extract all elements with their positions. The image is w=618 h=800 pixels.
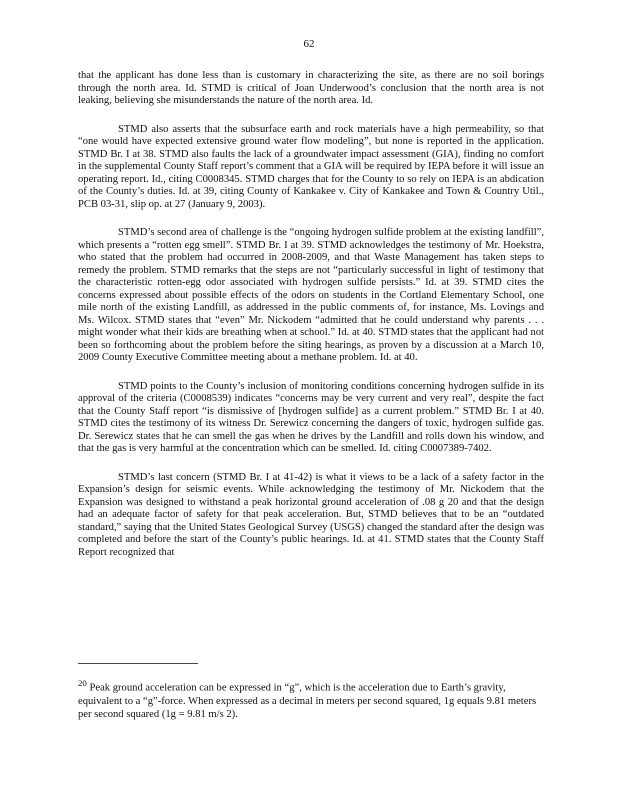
paragraph-4: STMD points to the County’s inclusion of monitoring conditions concerning hydrogen sulfide in its approval of the criteria (C0008539) indicates “concerns may be very current and very real”, despite the fact that the County Staff report “is dismissive of [hydrogen sulfide] as a current problem.” STMD Br. I at 40. STMD cites the testimony of its witness Dr. Serewicz concerning the dangers of toxic, hydrogen sulfide gas. Dr. Serewicz states that he can smell the gas when he drives by the Landfill and rolls down his window, and that the gas is very harmful at the concentration which can be smelled. Id. citing C0007389-7402. (78, 380, 544, 454)
body-text (78, 70, 544, 559)
footnote-text: Peak ground acceleration can be expressed in “g”, which is the acceleration due to Earth’s gravity, equivalent to a “g”-force. When expressed as a decimal in meters per second squared, 1g equals 9.81 meters per second squared (1g = 9.81 m/s 2). (78, 682, 537, 720)
footnote-number: 20 (78, 678, 87, 688)
paragraph-1: that the applicant has done less than is customary in characterizing the site, as there are no soil borings through the north area. Id. STMD is critical of Joan Underwood’s conclusion that the north area is not leaking, believing she misunderstands the nature of the north area. Id. (78, 70, 544, 106)
paragraph-3: STMD’s second area of challenge is the “ongoing hydrogen sulfide problem at the existing landfill”, which presents a “rotten egg smell”. STMD Br. I at 39. STMD acknowledges the testimony of Mr. Hoekstra, who stated that the problem had occurred in 2008-2009, and that Waste Management has taken steps to remedy the problem. STMD remarks that the steps are not “particularly successful in light of testimony that the characteristic rotten-egg odor associated with hydrogen sulfide persists.” Id. at 39. STMD cites the concerns expressed about possible effects of the odors on students in the Cortland Elementary School, one mile north of the existing Landfill, as addressed in the public comments of, for instance, Ms. Lovings and Ms. Wilcox. STMD states that “even” Mr. Nickodem “admitted that he could understand why parents . . . might wonder what their kids are breathing when at school.” Id. at 40. STMD states that the applicant had not been so forthcoming about the problem before the siting hearings, as proven by a discussion at a March 10, 2009 County Executive Committee meeting about a methane problem. Id. at 40. (78, 227, 544, 363)
paragraph-2: STMD also asserts that the subsurface earth and rock materials have a high permeability, so that “one would have expected extensive ground water flow modeling”, but none is reported in the application. STMD Br. I at 38. STMD also faults the lack of a groundwater impact assessment (GIA), finding no comfort in the supplemental County Staff report’s comment that a GIA will be required by IEPA before it will issue an operating report. Id., citing C0008345. STMD charges that for the County to so rely on IEPA is an abdication of the County’s duties. Id. at 39, citing County of Kankakee v. City of Kankakee and Town & Country Util., PCB 03-31, slip op. at 27 (January 9, 2003). (78, 123, 544, 210)
footnote-divider (78, 663, 198, 664)
page-number: 62 (303, 38, 315, 50)
footnote (78, 677, 544, 721)
paragraph-5: STMD’s last concern (STMD Br. I at 41-42) is what it views to be a lack of a safety factor in the Expansion’s design for seismic events. While acknowledging the testimony of Mr. Nickodem that the Expansion was designed to withstand a peak horizontal ground acceleration of .08 g 20 and that the design had an adequate factor of safety for that peak acceleration. But, STMD believes that to be an “outdated standard,” saying that the United States Geological Survey (USGS) changed the standard after the design was completed and before the start of the County’s public hearings. Id. at 41. STMD states that the County Staff Report recognized that (78, 471, 544, 558)
